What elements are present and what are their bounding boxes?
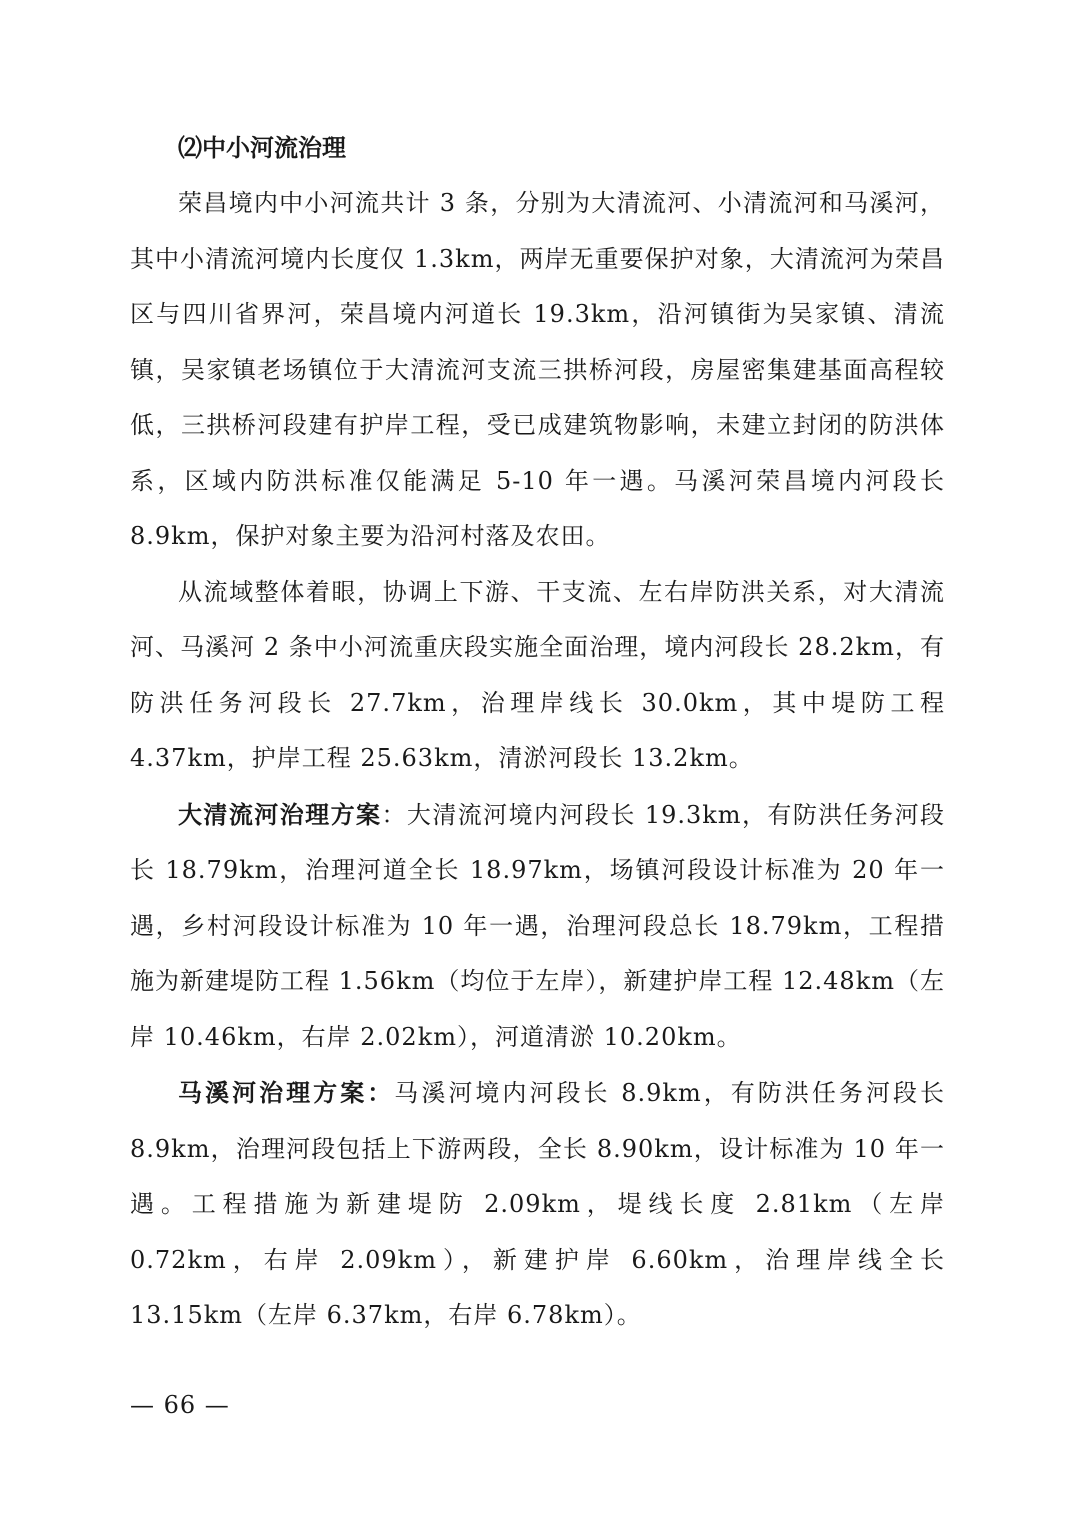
paragraph-daqingliu-plan bbox=[130, 787, 945, 1066]
daqingliu-plan-separator: ： bbox=[381, 800, 407, 829]
paragraph-maxi-plan bbox=[130, 1065, 945, 1344]
daqingliu-plan-body: 大清流河境内河段长 19.3km，有防洪任务河段长 18.79km，治理河道全长 18.97km，场镇河段设计标准为 20 年一遇，乡村河段设计标准为 10 年一遇，治理河段总长 18.79km，工程措施为新建堤防工程 1.56km（均位于左岸），新建护岸工程 12.48km（左岸 10.46km，右岸 2.02km），河道清淤 10.20km。 bbox=[130, 800, 946, 1051]
maxi-plan-separator: ： bbox=[367, 1078, 395, 1107]
section-heading: ⑵中小河流治理 bbox=[178, 133, 346, 162]
page-number: — 66 — bbox=[130, 1391, 230, 1419]
paragraph-overview: 荣昌境内中小河流共计 3 条，分别为大清流河、小清流河和马溪河，其中小清流河境内长度仅 1.3km，两岸无重要保护对象，大清流河为荣昌区与四川省界河，荣昌境内河道长 19.3km，沿河镇街为吴家镇、清流镇，吴家镇老场镇位于大清流河支流三拱桥河段，房屋密集建基面高程较低，三拱桥河段建有护岸工程，受已成建筑物影响，未建立封闭的防洪体系，区域内防洪标准仅能满足 5-10 年一遇。马溪河荣昌境内河段长 8.9km，保护对象主要为沿河村落及农田。 bbox=[130, 189, 945, 550]
daqingliu-plan-lead: 大清流河治理方案 bbox=[178, 799, 382, 829]
paragraph-governance-summary: 从流域整体着眼，协调上下游、干支流、左右岸防洪关系，对大清流河、马溪河 2 条中小河流重庆段实施全面治理，境内河段长 28.2km，有防洪任务河段长 27.7km，治理岸线长 30.0km，其中堤防工程 4.37km，护岸工程 25.63km，清淤河段长 13.2km。 bbox=[130, 577, 945, 772]
page-content bbox=[130, 120, 945, 1344]
maxi-plan-lead: 马溪河治理方案 bbox=[178, 1078, 368, 1107]
maxi-plan-body: 马溪河境内河段长 8.9km，有防洪任务河段长 8.9km，治理河段包括上下游两段，全长 8.90km，设计标准为 10 年一遇。工程措施为新建堤防 2.09km，堤线长度 2.81km（左岸 0.72km，右岸 2.09km），新建护岸 6.60km，治理岸线全长 13.15km（左岸 6.37km，右岸 6.78km）。 bbox=[130, 1079, 946, 1329]
